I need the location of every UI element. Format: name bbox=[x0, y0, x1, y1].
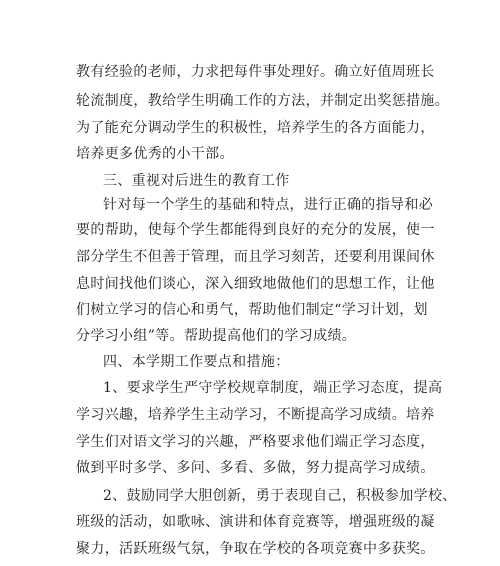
section-heading: 三、重视对后进生的教育工作 bbox=[103, 173, 290, 189]
text-line: 聚力，活跃班级气氛，争取在学校的各项竞赛中多获奖。 bbox=[76, 541, 435, 557]
text-line: 做到平时多学、多问、多看、多做，努力提高学习成绩。 bbox=[76, 460, 435, 476]
text-line: 部分学生不但善于管理，而且学习刻苦，还要利用课间休 bbox=[76, 249, 435, 265]
text-line: 学生们对语文学习的兴趣，严格要求他们端正学习态度， bbox=[76, 434, 435, 450]
text-line: 分学习小组”等。帮助提高他们的学习成绩。 bbox=[76, 328, 357, 344]
text-line: 轮流制度，教给学生明确工作的方法，并制定出奖惩措施。 bbox=[76, 93, 450, 109]
text-line: 要的帮助，使每个学生都能得到良好的充分的发展，使一 bbox=[76, 222, 435, 238]
text-line: 为了能充分调动学生的积极性，培养学生的各方面能力， bbox=[76, 120, 435, 136]
text-line: 针对每一个学生的基础和特点，进行正确的指导和必 bbox=[103, 197, 434, 213]
text-line: 培养更多优秀的小干部。 bbox=[76, 146, 234, 162]
text-line: 教有经验的老师，力求把每件事处理好。确立好值周班长 bbox=[76, 64, 435, 80]
text-line: 1、要求学生严守学校规章制度，端正学习态度，提高 bbox=[103, 380, 443, 396]
text-line: 息时间找他们谈心，深入细致地做他们的思想工作，让他 bbox=[76, 276, 435, 292]
text-line: 学习兴趣，培养学生主动学习，不断提高学习成绩。培养 bbox=[76, 407, 435, 423]
text-line: 2、鼓励同学大胆创新，勇于表现自己，积极参加学校、 bbox=[103, 488, 457, 504]
text-line: 班级的活动，如歌咏、演讲和体育竞赛等，增强班级的凝 bbox=[76, 514, 435, 530]
text-line: 们树立学习的信心和勇气，帮助他们制定“学习计划，划 bbox=[76, 302, 428, 318]
section-heading: 四、本学期工作要点和措施： bbox=[103, 354, 290, 370]
